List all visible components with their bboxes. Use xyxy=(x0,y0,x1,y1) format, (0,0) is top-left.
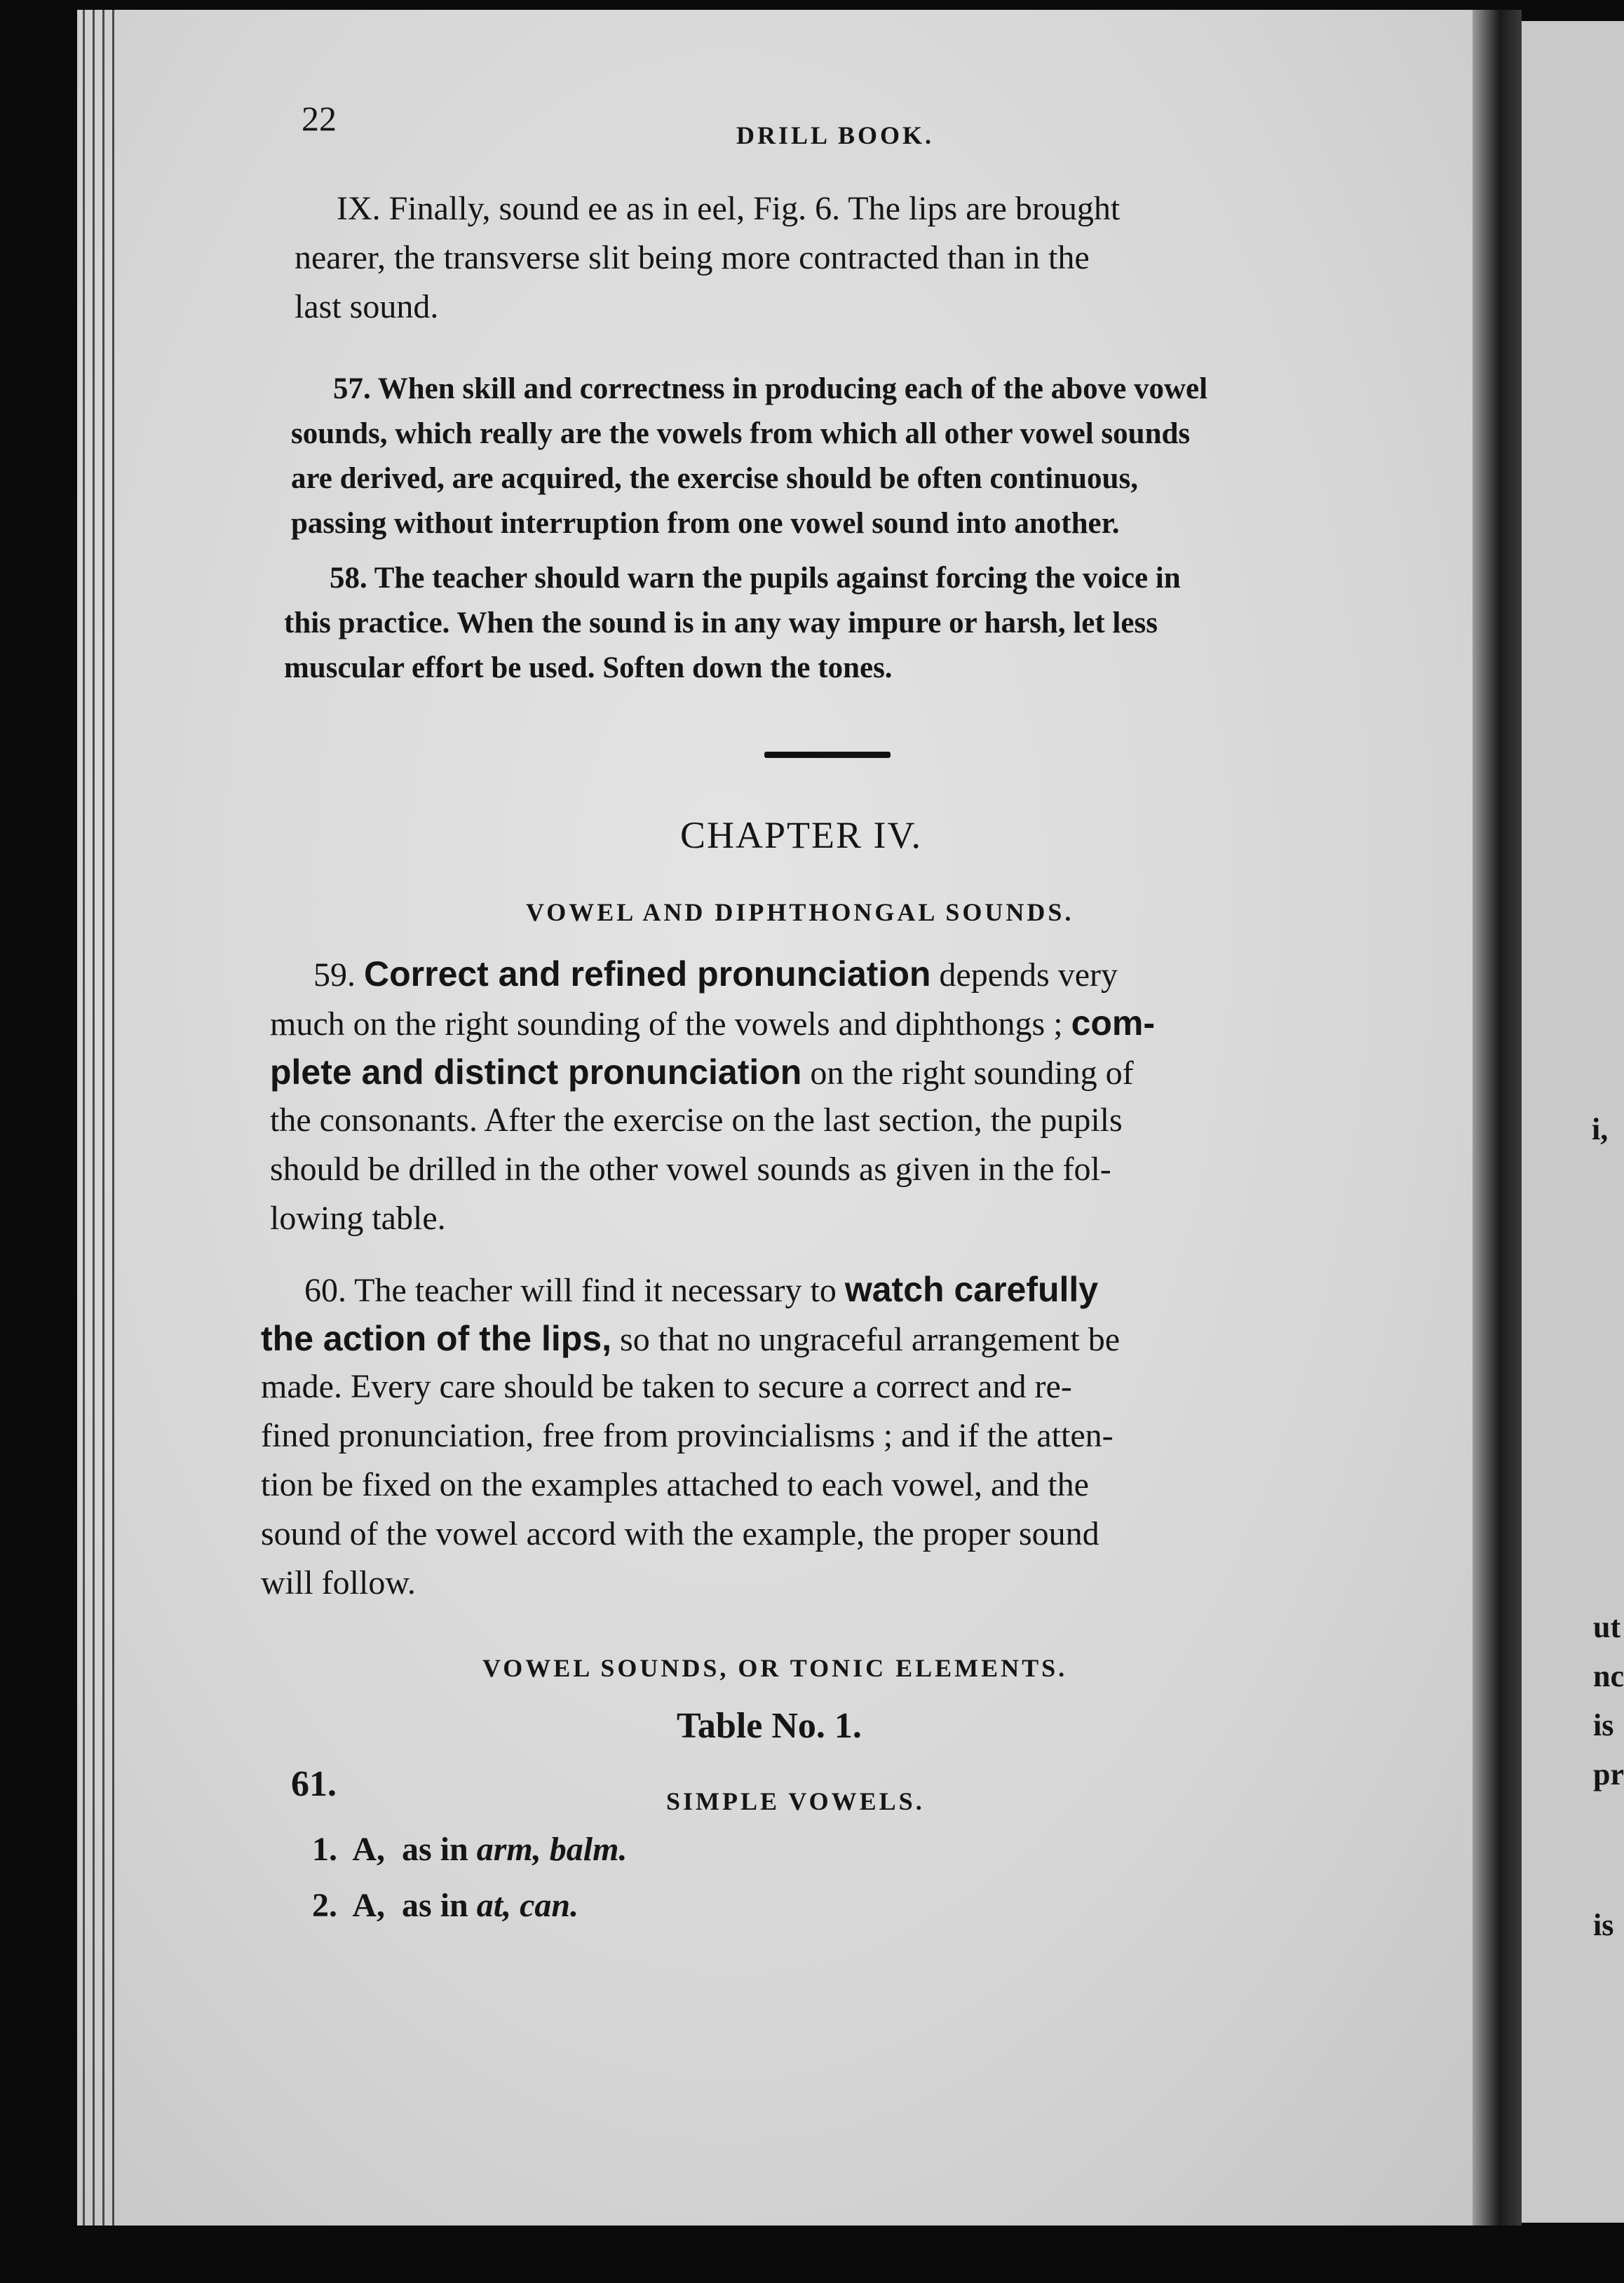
text-line: passing without interruption from one vowel sound into another. xyxy=(291,507,1120,540)
text-line: will follow. xyxy=(261,1564,416,1601)
next-page-fragment: is xyxy=(1593,1708,1614,1742)
vowel-number: 1. xyxy=(312,1831,337,1868)
text-span: so that no ungraceful arrangement be xyxy=(611,1321,1121,1358)
next-page-fragment: i, xyxy=(1592,1112,1609,1146)
vowel-row xyxy=(312,1886,578,1925)
vowel-number: 2. xyxy=(312,1887,337,1924)
paragraph-number: 59. xyxy=(313,956,356,994)
next-page-fragment: nc xyxy=(1593,1659,1624,1693)
text-line: are derived, are acquired, the exercise should be often continuous, xyxy=(291,462,1138,495)
text-span: depends very xyxy=(931,956,1118,994)
text-line: lowing table. xyxy=(270,1200,446,1237)
vowel-sounds-heading: VOWEL SOUNDS, OR TONIC ELEMENTS. xyxy=(482,1654,1068,1682)
book-gutter xyxy=(1473,10,1522,2226)
emphasis-text: plete and distinct pronunciation xyxy=(270,1052,802,1092)
emphasis-text: Correct and refined pronunciation xyxy=(364,954,931,994)
next-page-edge xyxy=(1522,21,1624,2223)
text-line xyxy=(261,1318,1120,1359)
vowel-examples: at, can. xyxy=(476,1887,579,1924)
emphasis-text: the action of the lips, xyxy=(261,1319,612,1358)
text-line: nearer, the transverse slit being more contracted than in the xyxy=(295,239,1090,276)
next-page-fragment: is xyxy=(1593,1908,1614,1942)
emphasis-text: watch carefully xyxy=(844,1270,1099,1309)
text-line: sounds, which really are the vowels from which all other vowel sounds xyxy=(291,417,1191,450)
table-title: Table No. 1. xyxy=(677,1706,862,1746)
chapter-title: CHAPTER IV. xyxy=(680,814,923,856)
next-page-fragment: pr xyxy=(1593,1757,1624,1791)
vowel-letter: A, xyxy=(352,1887,386,1924)
vowel-as-in: as in xyxy=(402,1887,468,1924)
paragraph-number: 60. xyxy=(304,1272,346,1309)
text-line: sound of the vowel accord with the example, the proper sound xyxy=(261,1515,1099,1552)
paragraph-60 xyxy=(261,1269,1390,1634)
text-span: much on the right sounding of the vowels and diphthongs ; xyxy=(270,1005,1071,1043)
paragraph-number: 61. xyxy=(291,1764,337,1804)
vowel-as-in: as in xyxy=(402,1831,468,1868)
section-divider xyxy=(764,752,891,758)
text-line xyxy=(304,1269,1098,1310)
text-line: the consonants. After the exercise on the last section, the pupils xyxy=(270,1102,1123,1139)
text-line: 58. The teacher should warn the pupils against forcing the voice in xyxy=(330,562,1181,595)
text-line: tion be fixed on the examples attached to each vowel, and the xyxy=(261,1466,1089,1503)
page-edges xyxy=(77,10,126,2226)
text-line: this practice. When the sound is in any way impure or harsh, let less xyxy=(284,607,1158,639)
text-span: The teacher will find it necessary to xyxy=(346,1272,845,1309)
text-line: fined pronunciation, free from provincialisms ; and if the atten- xyxy=(261,1417,1114,1454)
running-title: DRILL BOOK. xyxy=(736,121,935,149)
text-line xyxy=(270,1052,1134,1092)
text-line: 57. When skill and correctness in producing each of the above vowel xyxy=(333,372,1208,405)
paragraph-59 xyxy=(270,954,1392,1255)
text-line: IX. Finally, sound ee as in eel, Fig. 6. The lips are brought xyxy=(337,190,1121,227)
next-page-fragment: ut xyxy=(1593,1610,1621,1644)
text-line: made. Every care should be taken to secure a correct and re- xyxy=(261,1368,1072,1405)
text-line xyxy=(313,954,1118,994)
text-line: should be drilled in the other vowel sounds as given in the fol- xyxy=(270,1151,1111,1188)
paragraph-58 xyxy=(284,561,1399,701)
text-line xyxy=(270,1003,1155,1043)
vowel-row xyxy=(312,1830,627,1869)
chapter-subtitle: VOWEL AND DIPHTHONGAL SOUNDS. xyxy=(526,898,1074,926)
section-ix xyxy=(295,189,1409,337)
text-line: last sound. xyxy=(295,288,439,325)
text-span: on the right sounding of xyxy=(801,1055,1134,1092)
page-number: 22 xyxy=(302,99,337,138)
paragraph-57 xyxy=(291,372,1406,561)
vowel-letter: A, xyxy=(352,1831,386,1868)
simple-vowels-heading: SIMPLE VOWELS. xyxy=(666,1787,925,1815)
text-line: muscular effort be used. Soften down the tones. xyxy=(284,651,893,684)
emphasis-text: com- xyxy=(1071,1003,1156,1043)
vowel-examples: arm, balm. xyxy=(476,1831,628,1868)
